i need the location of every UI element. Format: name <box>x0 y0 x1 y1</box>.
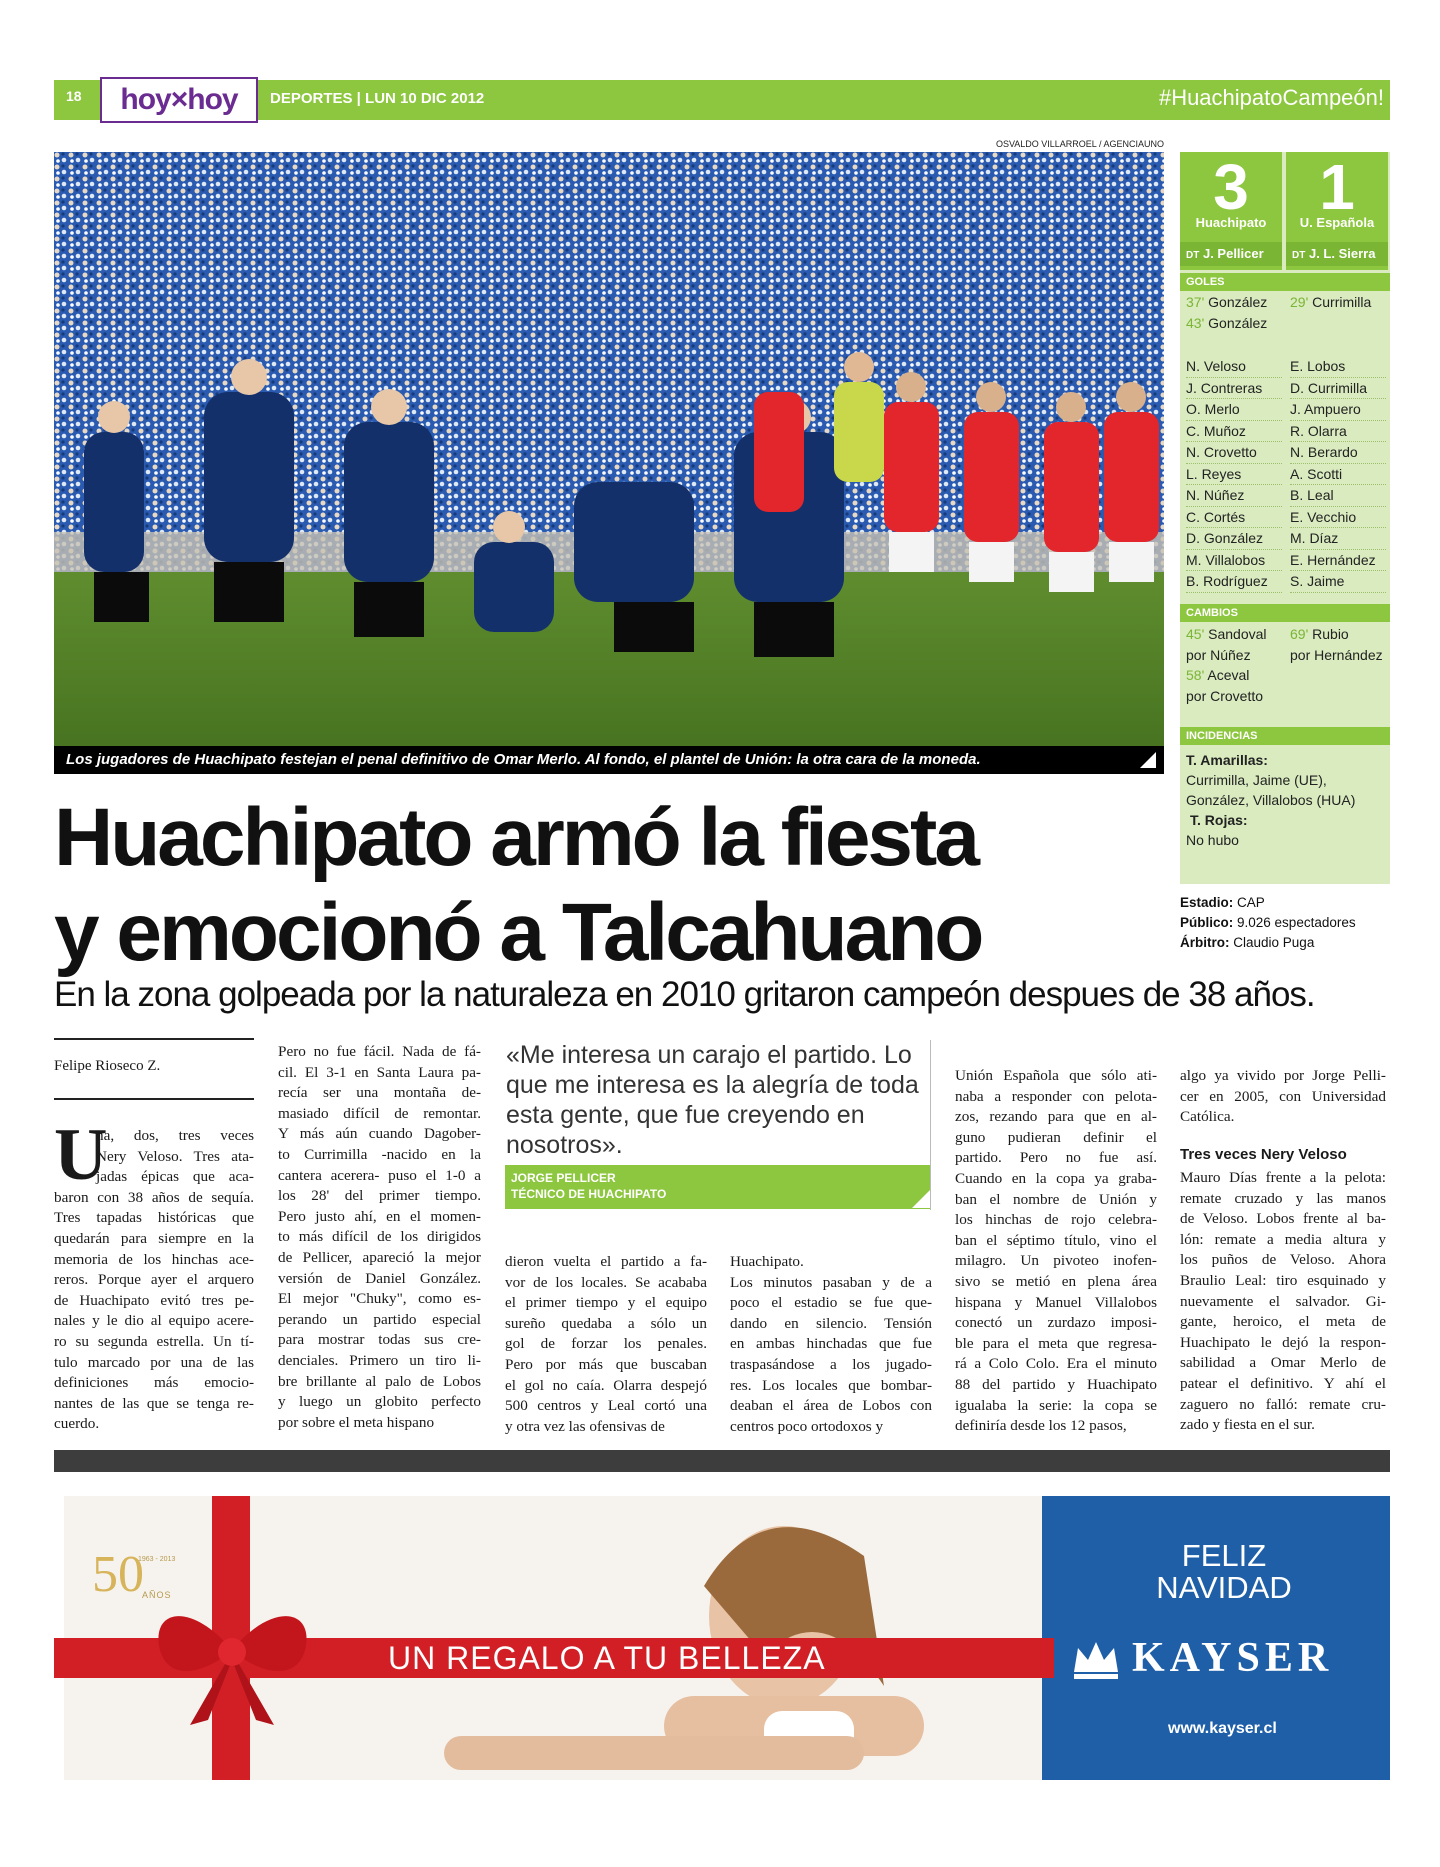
list-item: J. Contreras <box>1186 378 1282 400</box>
lineup-away <box>1290 356 1386 593</box>
incidencias: T. Amarillas: Currimilla, Jaime (UE), González, Villalobos (HUA) T. Rojas: No hubo <box>1186 752 1356 848</box>
text-line: zaguero no falló: remate cru- <box>1180 1395 1386 1413</box>
brand-logo: KAYSER <box>1132 1635 1334 1681</box>
text-line: masiado difícil de remontar. <box>278 1104 481 1122</box>
text-line: cuerdo. <box>54 1415 100 1433</box>
text-line: traspasándose a los jugado- <box>730 1355 932 1373</box>
text-line: y otra vez las ofensivas de <box>505 1417 665 1435</box>
text-line: Nery Veloso. Tres ata- <box>96 1147 254 1165</box>
text-line: cantera acerera- puso el 1-0 a <box>278 1166 481 1184</box>
list-item: B. Rodríguez <box>1186 571 1282 593</box>
text-line: to Currimilla -nacido en la <box>278 1145 481 1163</box>
list-item: L. Reyes <box>1186 464 1282 486</box>
article-column-6 <box>1180 1066 1386 1128</box>
list-item: A. Scotti <box>1290 464 1386 486</box>
list-item: C. Cortés <box>1186 507 1282 529</box>
text-line: nuevamente el salvador. Gi- <box>1180 1292 1386 1310</box>
headline: Huachipato armó la fiesta y emocionó a Talcahuano <box>54 792 982 978</box>
anniversary-label: AÑOS <box>142 1590 172 1600</box>
goles-home: 37' González 43' González <box>1186 294 1268 331</box>
list-item: N. Crovetto <box>1186 442 1282 464</box>
list-item: O. Merlo <box>1186 399 1282 421</box>
text-line: definiciones más emocio- <box>54 1374 254 1392</box>
ad-greeting: FELIZ NAVIDAD <box>1156 1538 1292 1605</box>
list-item: S. Jaime <box>1290 571 1386 593</box>
text-line: sabilidad a Omar Merlo de <box>1180 1354 1386 1372</box>
text-line: definiría desde los 12 pasos, <box>955 1417 1127 1435</box>
text-line: sureño quedaba a sólo un <box>505 1314 707 1332</box>
text-line: conectó un zurdazo imposi- <box>955 1314 1157 1332</box>
text-line: 500 centros y Leal cortó una <box>505 1397 707 1415</box>
text-line: ro su segunda estrella. Un tí- <box>54 1332 254 1350</box>
text-line: deaban el área de Lobos con <box>730 1397 932 1415</box>
photo-credit: OSVALDO VILLARROEL / AGENCIAUNO <box>995 139 1164 149</box>
newspaper-logo: hoy×hoy <box>100 77 258 123</box>
text-line: perando un partido especial <box>278 1310 481 1328</box>
text-line: Cuando en la copa ya graba- <box>955 1169 1157 1187</box>
list-item: N. Berardo <box>1290 442 1386 464</box>
subheading: Tres veces Nery Veloso <box>1180 1146 1347 1163</box>
text-line: remate cruzado y las manos <box>1180 1189 1386 1207</box>
list-item: E. Vecchio <box>1290 507 1386 529</box>
text-line: y luego un globito perfecto <box>278 1393 481 1411</box>
text-line: Unión Española que sólo ati- <box>955 1067 1157 1084</box>
text-line: Pero justo ahí, en el momen- <box>278 1207 481 1225</box>
text-line: lón: remate a media altura y <box>1180 1230 1386 1248</box>
text-line: los puños de Veloso. Ahora <box>1180 1251 1386 1269</box>
page-number: 18 <box>66 88 82 104</box>
corner-triangle-icon <box>912 1190 930 1208</box>
list-item: B. Leal <box>1290 485 1386 507</box>
text-line: gol de forzar los penales. <box>505 1335 707 1353</box>
text-line: baron con 38 años de sequía. <box>54 1188 254 1206</box>
text-line: Pero no fue fácil. Nada de fá- <box>278 1043 481 1060</box>
text-line: na, dos, tres veces <box>96 1127 254 1144</box>
text-line: milagro. Un pivoteo inofen- <box>955 1252 1157 1270</box>
ad-divider-bar <box>54 1450 1390 1472</box>
text-line: Braulio Leal: tiro esquinado y <box>1180 1271 1386 1289</box>
text-line: patear el definitivo. Y ahí el <box>1180 1374 1386 1392</box>
text-line: hispana y Manuel Villalobos <box>955 1293 1157 1311</box>
text-line: guno pudieran definir el <box>955 1128 1157 1146</box>
photo-caption: Los jugadores de Huachipato festejan el penal definitivo de Omar Merlo. Al fondo, el plantel de Unión: la otra cara de la moneda. <box>54 746 1164 774</box>
list-item: R. Olarra <box>1290 421 1386 443</box>
text-line: en ambas hinchadas que fue <box>730 1335 932 1353</box>
list-item: E. Lobos <box>1290 356 1386 378</box>
text-line: cil. El 3-1 en Santa Laura pa- <box>278 1063 481 1081</box>
lineup-home <box>1186 356 1282 593</box>
ad-url: www.kayser.cl <box>1168 1720 1277 1737</box>
anniversary-number: 50 <box>92 1546 144 1603</box>
drop-cap: U <box>54 1114 108 1196</box>
text-line: nales y le dio al equipo acere- <box>54 1312 254 1330</box>
article-column-4 <box>730 1252 932 1437</box>
corner-triangle-icon <box>1140 752 1156 768</box>
text-line: denciales. Primero un tiro li- <box>278 1351 481 1369</box>
text-line: el primer tiempo y el equipo <box>505 1294 707 1312</box>
cambios-away: 69' Rubio por Hernández <box>1290 626 1383 663</box>
text-line: cer en 2005, con Universidad <box>1180 1087 1386 1105</box>
article-column-6-cont <box>1180 1168 1386 1436</box>
celebration-image <box>54 152 1164 772</box>
text-line: de Veloso. Lobos frente al ba- <box>1180 1210 1386 1228</box>
quote-attribution <box>505 1165 930 1209</box>
text-line: igualaba la serie: la copa se <box>955 1396 1157 1414</box>
text-line: Pero por más que buscaban <box>505 1355 707 1373</box>
goles-heading: GOLES <box>1180 273 1390 291</box>
cambios-heading: CAMBIOS <box>1180 604 1390 622</box>
match-info: Estadio: CAP Público: 9.026 espectadores Árbitro: Claudio Puga <box>1180 895 1356 950</box>
home-coach: DT J. Pellicer <box>1180 242 1282 266</box>
text-line: to más difícil de los dirigidos <box>278 1228 481 1246</box>
goles-away: 29' Currimilla <box>1290 294 1372 310</box>
article-column-2 <box>278 1042 481 1433</box>
divider <box>54 1038 254 1040</box>
list-item: N. Núñez <box>1186 485 1282 507</box>
article-column-1 <box>54 1126 254 1435</box>
text-line: Huachipato. <box>730 1253 804 1270</box>
text-line: res. Los locales que bombar- <box>730 1376 932 1394</box>
away-team: U. Española <box>1299 215 1375 230</box>
text-line: recía ser una montaña de- <box>278 1084 481 1102</box>
home-team: Huachipato <box>1195 215 1267 230</box>
divider <box>930 1040 931 1210</box>
dt-label: DT <box>1186 250 1200 261</box>
text-line: partido. Pero no fue así. <box>955 1149 1157 1167</box>
section-label: DEPORTES | LUN 10 DIC 2012 <box>270 90 485 107</box>
away-coach: DT J. L. Sierra <box>1286 242 1388 266</box>
subtitle: En la zona golpeada por la naturaleza en 2010 gritaron campeón despues de 38 años. <box>54 975 1315 1014</box>
text-line: gante, heroico, el meta de <box>1180 1313 1386 1331</box>
pull-quote: «Me interesa un carajo el partido. Lo que me interesa es la alegría de toda esta gente, que fue creyendo en nosotros». <box>506 1041 919 1159</box>
quote-role: TÉCNICO DE HUACHIPATO <box>511 1187 667 1201</box>
home-score: 3 <box>1213 151 1249 223</box>
text-line: Y más aún cuando Dagober- <box>278 1125 481 1143</box>
text-line: bre brillante al palo de Lobos <box>278 1372 481 1390</box>
anniversary-years: 1963 - 2013 <box>138 1556 176 1563</box>
text-line: de Huachipato evitó tres pe- <box>54 1291 254 1309</box>
text-line: Católica. <box>1180 1108 1235 1126</box>
text-line: por sobre el meta hispano <box>278 1413 435 1431</box>
cambios-home: 45' Sandoval por Núñez 58' Aceval por Crovetto <box>1186 626 1267 704</box>
text-line: el gol no caía. Olarra despejó <box>505 1376 707 1394</box>
divider <box>54 1098 254 1100</box>
text-line: centros poco ortodoxos y <box>730 1417 884 1435</box>
text-line: Mauro Días frente a la pelota: <box>1180 1169 1386 1186</box>
text-line: quedarán para siempre en la <box>54 1229 254 1247</box>
list-item: J. Ampuero <box>1290 399 1386 421</box>
list-item: C. Muñoz <box>1186 421 1282 443</box>
text-line: nantes de las que se tenga re- <box>54 1394 254 1412</box>
text-line: de Pellicer, apareció la mejor <box>278 1248 481 1266</box>
text-line: para mostrar todas sus cre- <box>278 1331 481 1349</box>
text-line: ban el nombre de Unión y <box>955 1190 1157 1208</box>
text-line: zos, rezando para que en al- <box>955 1108 1157 1126</box>
match-photo <box>54 152 1164 772</box>
text-line: sivo se metió en plena área <box>955 1272 1157 1290</box>
text-line: tulo marcado por una de las <box>54 1353 254 1371</box>
incidencias-heading: INCIDENCIAS <box>1180 727 1390 745</box>
quote-author: JORGE PELLICER <box>511 1171 616 1185</box>
list-item: M. Díaz <box>1290 528 1386 550</box>
text-line: rá a Colo Colo. Era el minuto <box>955 1355 1157 1373</box>
text-line: dieron vuelta el partido a fa- <box>505 1253 707 1270</box>
away-score: 1 <box>1319 151 1355 223</box>
bow-icon <box>150 1590 315 1730</box>
text-line: los hinchas de rojo celebra- <box>955 1211 1157 1229</box>
text-line: naba a responder con pelota- <box>955 1087 1157 1105</box>
text-line: jadas épicas que aca- <box>96 1168 254 1186</box>
list-item: M. Villalobos <box>1186 550 1282 572</box>
article-column-5 <box>955 1066 1157 1437</box>
text-line: 88 del partido y Huachipato <box>955 1375 1157 1393</box>
text-line: reros. Porque ayer el arquero <box>54 1271 254 1289</box>
hashtag: #HuachipatoCampeón! <box>1158 85 1384 110</box>
ad-slogan: UN REGALO A TU BELLEZA <box>388 1640 826 1676</box>
text-line: El mejor "Chuky", como es- <box>278 1290 481 1308</box>
list-item: E. Hernández <box>1290 550 1386 572</box>
text-line: Tres tapadas históricas que <box>54 1209 254 1227</box>
dt-label: DT <box>1292 250 1306 261</box>
text-line: ble para el meta que regresa- <box>955 1334 1157 1352</box>
article-column-3 <box>505 1252 707 1437</box>
text-line: ban el séptimo título, vino el <box>955 1231 1157 1249</box>
text-line: los 28' del primer tiempo. <box>278 1187 481 1205</box>
text-line: dando en silencio. Tensión <box>730 1314 932 1332</box>
text-line: Huachipato le dejó la respon- <box>1180 1333 1386 1351</box>
text-line: Los minutos pasaban y de a <box>730 1273 932 1291</box>
list-item: D. González <box>1186 528 1282 550</box>
text-line: vor de los locales. Se acababa <box>505 1273 707 1291</box>
list-item: D. Currimilla <box>1290 378 1386 400</box>
text-line: versión de Daniel González. <box>278 1269 481 1287</box>
byline: Felipe Rioseco Z. <box>54 1058 161 1074</box>
text-line: zado y fiesta en el sur. <box>1180 1416 1315 1434</box>
crown-icon <box>1070 1636 1122 1680</box>
text-line: memoria de los hinchas ace- <box>54 1250 254 1268</box>
text-line: algo ya vivido por Jorge Pelli- <box>1180 1067 1386 1084</box>
list-item: N. Veloso <box>1186 356 1282 378</box>
text-line: poco el estadio se fue que- <box>730 1294 932 1312</box>
